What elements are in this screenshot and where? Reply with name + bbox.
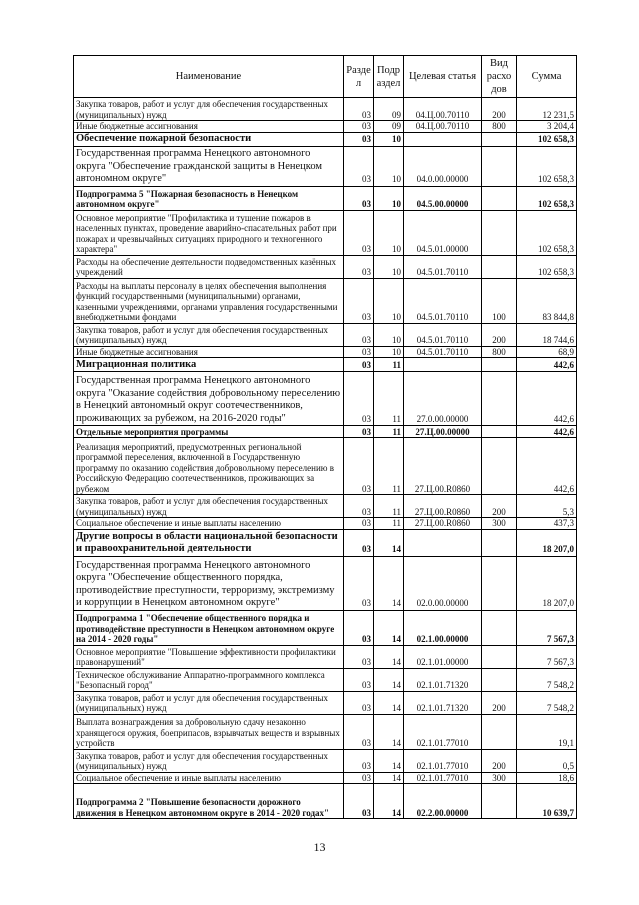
table-row xyxy=(74,132,577,146)
cell-section: 03 xyxy=(344,749,374,772)
cell-name: Подпрограмма 5 "Пожарная безопасность в Ненецком автономном округе" xyxy=(74,186,344,210)
table-row xyxy=(74,691,577,714)
cell-amount: 18 207,0 xyxy=(517,529,577,556)
cell-target: 02.1.01.71320 xyxy=(404,691,482,714)
cell-amount: 102 658,3 xyxy=(517,255,577,278)
cell-name: Обеспечение пожарной безопасности xyxy=(74,132,344,146)
cell-subsection: 09 xyxy=(374,98,404,121)
table-row xyxy=(74,645,577,668)
cell-expense-type xyxy=(482,210,517,255)
cell-amount: 7 548,2 xyxy=(517,691,577,714)
cell-name: Социальное обеспечение и иные выплаты населению xyxy=(74,772,344,784)
cell-subsection: 10 xyxy=(374,132,404,146)
cell-amount: 12 231,5 xyxy=(517,98,577,121)
header-subsection: Подр аздел xyxy=(374,56,404,98)
cell-expense-type: 800 xyxy=(482,121,517,133)
cell-subsection: 14 xyxy=(374,749,404,772)
cell-section: 03 xyxy=(344,529,374,556)
cell-expense-type xyxy=(482,645,517,668)
cell-name: Миграционная политика xyxy=(74,358,344,372)
cell-amount: 102 658,3 xyxy=(517,132,577,146)
cell-amount: 102 658,3 xyxy=(517,146,577,186)
cell-amount: 7 567,3 xyxy=(517,610,577,645)
cell-subsection: 10 xyxy=(374,346,404,358)
cell-amount: 19,1 xyxy=(517,714,577,749)
cell-subsection: 09 xyxy=(374,121,404,133)
cell-target: 27.Ц.00.R0860 xyxy=(404,495,482,518)
table-row xyxy=(74,784,577,819)
cell-target: 02.1.01.77010 xyxy=(404,772,482,784)
table-row xyxy=(74,210,577,255)
table-row xyxy=(74,749,577,772)
table-row xyxy=(74,518,577,530)
cell-subsection: 14 xyxy=(374,610,404,645)
cell-amount: 5,3 xyxy=(517,495,577,518)
cell-section: 03 xyxy=(344,98,374,121)
cell-section: 03 xyxy=(344,784,374,819)
cell-subsection: 14 xyxy=(374,714,404,749)
cell-target xyxy=(404,358,482,372)
cell-name: Государственная программа Ненецкого автономного округа "Оказание содействия добровольному переселению в Ненецкий автономный округ соотечественников, проживающих за рубежом, на 2016-2020 годы" xyxy=(74,372,344,426)
cell-section: 03 xyxy=(344,772,374,784)
cell-name: Подпрограмма 2 "Повышение безопасности дорожного движения в Ненецком автономном округе в 2014 - 2020 годах" xyxy=(74,784,344,819)
cell-subsection: 10 xyxy=(374,186,404,210)
cell-target: 27.Ц.00.00000 xyxy=(404,426,482,438)
cell-subsection: 11 xyxy=(374,358,404,372)
cell-expense-type: 100 xyxy=(482,278,517,323)
cell-section: 03 xyxy=(344,146,374,186)
cell-amount: 442,6 xyxy=(517,426,577,438)
cell-section: 03 xyxy=(344,358,374,372)
cell-section: 03 xyxy=(344,610,374,645)
cell-expense-type xyxy=(482,529,517,556)
cell-name: Государственная программа Ненецкого автономного округа "Обеспечение общественного порядка, противодействие преступности, терроризму, экстремизму и коррупции в Ненецком автономном округе" xyxy=(74,556,344,610)
cell-target: 04.5.01.00000 xyxy=(404,210,482,255)
cell-amount: 442,6 xyxy=(517,358,577,372)
cell-name: Государственная программа Ненецкого автономного округа "Обеспечение гражданской защиты в Ненецком автономном округе" xyxy=(74,146,344,186)
cell-expense-type xyxy=(482,146,517,186)
cell-subsection: 14 xyxy=(374,668,404,691)
cell-amount: 83 844,8 xyxy=(517,278,577,323)
table-row xyxy=(74,714,577,749)
cell-section: 03 xyxy=(344,210,374,255)
table-row xyxy=(74,438,577,495)
cell-expense-type xyxy=(482,714,517,749)
cell-name: Реализация мероприятий, предусмотренных региональной программой переселения, включенной в Государственную программу по оказанию содействия добровольному переселению в Российскую Федерацию соотечественников, проживающих за рубежом xyxy=(74,438,344,495)
cell-target: 04.5.01.70110 xyxy=(404,278,482,323)
cell-amount: 18 207,0 xyxy=(517,556,577,610)
cell-amount: 442,6 xyxy=(517,438,577,495)
cell-target: 04.5.01.70110 xyxy=(404,255,482,278)
cell-expense-type xyxy=(482,556,517,610)
cell-section: 03 xyxy=(344,668,374,691)
cell-amount: 0,5 xyxy=(517,749,577,772)
cell-subsection: 11 xyxy=(374,518,404,530)
cell-subsection: 11 xyxy=(374,438,404,495)
table-row xyxy=(74,146,577,186)
cell-subsection: 10 xyxy=(374,146,404,186)
header-name: Наименование xyxy=(74,56,344,98)
cell-subsection: 10 xyxy=(374,210,404,255)
cell-section: 03 xyxy=(344,438,374,495)
cell-target: 04.Ц.00.70110 xyxy=(404,121,482,133)
cell-name: Подпрограмма 1 "Обеспечение общественного порядка и противодействие преступности в Ненецком автономном округе на 2014 - 2020 годы" xyxy=(74,610,344,645)
cell-expense-type: 800 xyxy=(482,346,517,358)
cell-section: 03 xyxy=(344,255,374,278)
header-amount: Сумма xyxy=(517,56,577,98)
cell-target xyxy=(404,529,482,556)
table-row xyxy=(74,529,577,556)
cell-subsection: 10 xyxy=(374,255,404,278)
cell-subsection: 14 xyxy=(374,556,404,610)
cell-name: Отдельные мероприятия программы xyxy=(74,426,344,438)
cell-subsection: 14 xyxy=(374,645,404,668)
cell-name: Социальное обеспечение и иные выплаты населению xyxy=(74,518,344,530)
cell-target: 04.0.00.00000 xyxy=(404,146,482,186)
cell-expense-type: 300 xyxy=(482,518,517,530)
cell-section: 03 xyxy=(344,691,374,714)
cell-section: 03 xyxy=(344,556,374,610)
cell-section: 03 xyxy=(344,372,374,426)
table-row xyxy=(74,346,577,358)
cell-target: 02.0.00.00000 xyxy=(404,556,482,610)
cell-expense-type xyxy=(482,784,517,819)
cell-section: 03 xyxy=(344,645,374,668)
cell-target: 04.5.01.70110 xyxy=(404,346,482,358)
cell-subsection: 14 xyxy=(374,691,404,714)
table-row xyxy=(74,278,577,323)
cell-amount: 18 744,6 xyxy=(517,323,577,346)
cell-expense-type: 300 xyxy=(482,772,517,784)
cell-section: 03 xyxy=(344,278,374,323)
header-section: Разде л xyxy=(344,56,374,98)
cell-section: 03 xyxy=(344,132,374,146)
cell-name: Основное мероприятие "Повышение эффективности профилактики правонарушений" xyxy=(74,645,344,668)
cell-name: Закупка товаров, работ и услуг для обеспечения государственных (муниципальных) нужд xyxy=(74,691,344,714)
cell-subsection: 10 xyxy=(374,278,404,323)
table-row xyxy=(74,186,577,210)
table-row xyxy=(74,372,577,426)
cell-section: 03 xyxy=(344,714,374,749)
cell-subsection: 14 xyxy=(374,529,404,556)
cell-name: Основное мероприятие "Профилактика и тушение пожаров в населенных пунктах, проведение аварийно-спасательных работ при пожарах и чрезвычайных ситуациях природного и техногенного характера" xyxy=(74,210,344,255)
cell-subsection: 14 xyxy=(374,772,404,784)
cell-target: 02.2.00.00000 xyxy=(404,784,482,819)
page-number: 13 xyxy=(313,840,326,854)
budget-table-container xyxy=(73,55,576,819)
cell-target xyxy=(404,132,482,146)
table-row xyxy=(74,358,577,372)
cell-name: Закупка товаров, работ и услуг для обеспечения государственных (муниципальных) нужд xyxy=(74,495,344,518)
cell-subsection: 11 xyxy=(374,372,404,426)
cell-name: Закупка товаров, работ и услуг для обеспечения государственных (муниципальных) нужд xyxy=(74,98,344,121)
cell-expense-type xyxy=(482,186,517,210)
table-row xyxy=(74,610,577,645)
cell-expense-type xyxy=(482,255,517,278)
table-row xyxy=(74,121,577,133)
cell-amount: 7 567,3 xyxy=(517,645,577,668)
table-row xyxy=(74,556,577,610)
cell-section: 03 xyxy=(344,121,374,133)
cell-name: Расходы на выплаты персоналу в целях обеспечения выполнения функций государственными (муниципальными) органами, казенными учреждениями, органами управления государственными внебюджетными фондами xyxy=(74,278,344,323)
cell-subsection: 11 xyxy=(374,426,404,438)
cell-target: 04.5.00.00000 xyxy=(404,186,482,210)
cell-name: Другие вопросы в области национальной безопасности и правоохранительной деятельности xyxy=(74,529,344,556)
cell-target: 04.5.01.70110 xyxy=(404,323,482,346)
cell-target: 27.Ц.00.R0860 xyxy=(404,518,482,530)
cell-target: 27.Ц.00.R0860 xyxy=(404,438,482,495)
cell-expense-type: 200 xyxy=(482,98,517,121)
cell-subsection: 10 xyxy=(374,323,404,346)
header-expense-type: Вид расхо дов xyxy=(482,56,517,98)
table-body xyxy=(74,98,577,819)
cell-expense-type xyxy=(482,426,517,438)
cell-amount: 437,3 xyxy=(517,518,577,530)
cell-section: 03 xyxy=(344,323,374,346)
cell-name: Иные бюджетные ассигнования xyxy=(74,121,344,133)
cell-amount: 442,6 xyxy=(517,372,577,426)
cell-name: Расходы на обеспечение деятельности подведомственных казённых учреждений xyxy=(74,255,344,278)
cell-expense-type: 200 xyxy=(482,691,517,714)
cell-name: Закупка товаров, работ и услуг для обеспечения государственных (муниципальных) нужд xyxy=(74,749,344,772)
cell-name: Иные бюджетные ассигнования xyxy=(74,346,344,358)
cell-expense-type xyxy=(482,358,517,372)
budget-table xyxy=(73,55,577,819)
cell-amount: 3 204,4 xyxy=(517,121,577,133)
cell-name: Закупка товаров, работ и услуг для обеспечения государственных (муниципальных) нужд xyxy=(74,323,344,346)
table-row xyxy=(74,426,577,438)
cell-amount: 102 658,3 xyxy=(517,186,577,210)
header-target: Целевая статья xyxy=(404,56,482,98)
cell-target: 04.Ц.00.70110 xyxy=(404,98,482,121)
cell-expense-type: 200 xyxy=(482,323,517,346)
cell-expense-type xyxy=(482,610,517,645)
cell-name: Техническое обслуживание Аппаратно-программного комплекса "Безопасный город" xyxy=(74,668,344,691)
cell-amount: 102 658,3 xyxy=(517,210,577,255)
table-row xyxy=(74,495,577,518)
table-header-row xyxy=(74,56,577,98)
cell-target: 02.1.01.77010 xyxy=(404,749,482,772)
cell-expense-type xyxy=(482,668,517,691)
table-row xyxy=(74,772,577,784)
cell-expense-type xyxy=(482,132,517,146)
cell-subsection: 14 xyxy=(374,784,404,819)
cell-expense-type: 200 xyxy=(482,749,517,772)
cell-amount: 7 548,2 xyxy=(517,668,577,691)
cell-name: Выплата вознаграждения за добровольную сдачу незаконно хранящегося оружия, боеприпасов, взрывчатых веществ и взрывных устройств xyxy=(74,714,344,749)
cell-target: 02.1.00.00000 xyxy=(404,610,482,645)
cell-section: 03 xyxy=(344,518,374,530)
cell-subsection: 11 xyxy=(374,495,404,518)
table-row xyxy=(74,255,577,278)
cell-target: 27.0.00.00000 xyxy=(404,372,482,426)
cell-section: 03 xyxy=(344,495,374,518)
table-row xyxy=(74,323,577,346)
table-row xyxy=(74,668,577,691)
cell-amount: 68,9 xyxy=(517,346,577,358)
cell-amount: 18,6 xyxy=(517,772,577,784)
cell-expense-type xyxy=(482,372,517,426)
cell-target: 02.1.01.71320 xyxy=(404,668,482,691)
table-row xyxy=(74,98,577,121)
cell-expense-type: 200 xyxy=(482,495,517,518)
cell-section: 03 xyxy=(344,426,374,438)
cell-section: 03 xyxy=(344,186,374,210)
cell-target: 02.1.01.00000 xyxy=(404,645,482,668)
cell-amount: 10 639,7 xyxy=(517,784,577,819)
cell-target: 02.1.01.77010 xyxy=(404,714,482,749)
cell-expense-type xyxy=(482,438,517,495)
cell-section: 03 xyxy=(344,346,374,358)
